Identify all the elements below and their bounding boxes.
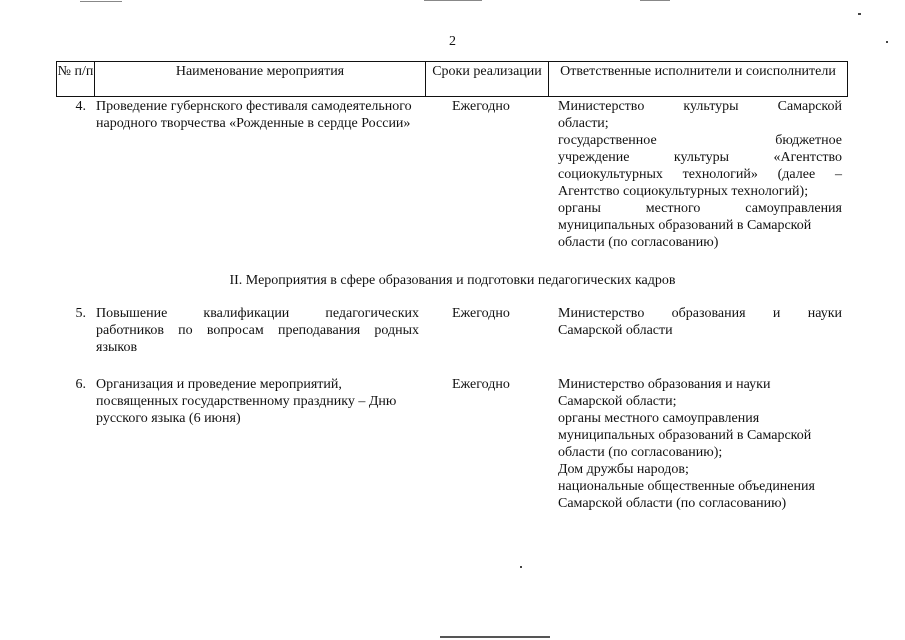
responsible-line: Самарской области; bbox=[558, 394, 677, 409]
row-responsible bbox=[558, 305, 842, 339]
row-number: 6. bbox=[75, 377, 86, 392]
responsible-line: социокультурных технологий» (далее – bbox=[558, 167, 842, 182]
responsible-line: Самарской области (по согласованию) bbox=[558, 496, 787, 511]
scan-speck bbox=[520, 566, 522, 568]
responsible-line: Агентство социокультурных технологий); bbox=[558, 184, 809, 199]
row-number: 5. bbox=[75, 306, 86, 321]
scan-edge-line bbox=[640, 0, 670, 1]
header-term: Сроки реализации bbox=[426, 62, 549, 96]
row-term: Ежегодно bbox=[452, 306, 510, 321]
responsible-line: области (по согласованию) bbox=[558, 235, 719, 250]
table-header bbox=[56, 61, 848, 97]
responsible-line: Дом дружбы народов; bbox=[558, 462, 689, 477]
responsible-line: области (по согласованию); bbox=[558, 445, 723, 460]
row-responsible bbox=[558, 376, 842, 512]
header-num: № п/п bbox=[57, 62, 95, 96]
row-responsible bbox=[558, 98, 842, 251]
row-name: Организация и проведение мероприятий, посвященных государственному празднику – Дню русского языка (6 июня) bbox=[96, 377, 397, 426]
responsible-line: органы местного самоуправления bbox=[558, 201, 842, 216]
responsible-line: учреждение культуры «Агентство bbox=[558, 150, 842, 165]
scan-edge-line bbox=[80, 1, 122, 2]
scan-speck bbox=[858, 13, 861, 15]
header-responsible: Ответственные исполнители и соисполнители bbox=[560, 64, 836, 79]
responsible-line: муниципальных образований в Самарской bbox=[558, 428, 812, 443]
responsible-line: Министерство образования и науки bbox=[558, 377, 771, 392]
section-heading: II. Мероприятия в сфере образования и подготовки педагогических кадров bbox=[229, 273, 676, 288]
responsible-line: Самарской области bbox=[558, 323, 673, 338]
responsible-line: Министерство культуры Самарской bbox=[558, 99, 842, 114]
responsible-line: Министерство образования и науки bbox=[558, 306, 842, 321]
row-number: 4. bbox=[75, 99, 86, 114]
scan-edge-line bbox=[440, 636, 550, 638]
responsible-line: национальные общественные объединения bbox=[558, 479, 815, 494]
row-name: Проведение губернского фестиваля самодеятельного народного творчества «Рожденные в сердце России» bbox=[96, 99, 412, 131]
row-name: Повышение квалификации педагогических работников по вопросам преподавания родных языков bbox=[96, 306, 419, 355]
responsible-line: государственное бюджетное bbox=[558, 133, 842, 148]
header-name: Наименование мероприятия bbox=[95, 62, 426, 96]
responsible-line: органы местного самоуправления bbox=[558, 411, 760, 426]
responsible-line: области; bbox=[558, 116, 609, 131]
scan-edge-line bbox=[424, 0, 482, 1]
row-term: Ежегодно bbox=[452, 99, 510, 114]
page-number: 2 bbox=[449, 34, 456, 49]
row-term: Ежегодно bbox=[452, 377, 510, 392]
responsible-line: муниципальных образований в Самарской bbox=[558, 218, 812, 233]
